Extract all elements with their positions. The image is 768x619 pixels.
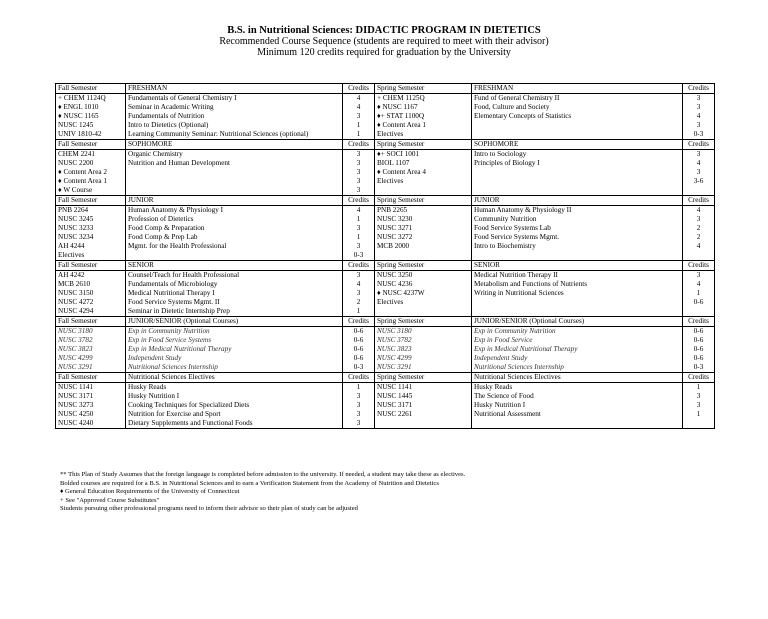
left-year-title: SOPHOMORE <box>126 140 343 150</box>
course-credits: 3 <box>356 224 361 232</box>
right-semester-label: Spring Semester <box>375 196 472 206</box>
course-credits: 3 <box>696 392 701 400</box>
course-code: ♦ Content Area 4 <box>377 168 426 176</box>
course-code: NUSC 3271 <box>377 224 413 232</box>
course-name <box>128 186 340 195</box>
course-name: Principles of Biology I <box>474 159 540 167</box>
right-course-name-cell <box>472 383 683 429</box>
course-credits: 1 <box>356 121 361 129</box>
course-code: NUSC 4236 <box>377 280 413 288</box>
right-year-title: SENIOR <box>472 261 683 271</box>
left-course-credits-cell <box>343 271 375 317</box>
course-credits: 4 <box>696 206 701 214</box>
course-credits: 3 <box>356 271 361 279</box>
right-credits-label: Credits <box>683 373 715 383</box>
course-plan-table <box>55 83 715 429</box>
course-credits: 3 <box>356 401 361 409</box>
left-course-name-cell <box>126 383 343 429</box>
left-semester-label: Fall Semester <box>56 261 126 271</box>
course-name <box>474 177 680 186</box>
course-name: Fundamentals of Microbiology <box>128 280 218 288</box>
right-course-name-cell <box>472 150 683 196</box>
course-code: NUSC 4294 <box>58 307 94 315</box>
course-code: NUSC 3230 <box>377 215 413 223</box>
course-code: NUSC 1141 <box>58 383 94 391</box>
course-code: ♦ Content Area 1 <box>58 177 107 185</box>
course-code: NUSC 1141 <box>377 383 413 391</box>
left-credits-label: Credits <box>343 196 375 206</box>
course-credits: 0-6 <box>693 327 704 335</box>
section-header-row <box>56 373 715 383</box>
course-code: NUSC 3291 <box>58 363 93 371</box>
course-code: ♦ ENGL 1010 <box>58 103 99 111</box>
course-code: NUSC 4272 <box>58 298 94 306</box>
course-code: PNB 2265 <box>377 206 408 214</box>
course-name <box>128 251 340 260</box>
course-credits: 1 <box>356 383 361 391</box>
course-code: NUSC 3272 <box>377 233 413 241</box>
course-name: Nutritional Sciences Internship <box>128 363 218 371</box>
left-credits-label: Credits <box>343 140 375 150</box>
course-credits: 1 <box>696 410 701 418</box>
course-name: Food Service Systems Lab <box>474 224 551 232</box>
course-credits: 4 <box>356 206 361 214</box>
section-body-row <box>56 327 715 373</box>
course-credits: 3 <box>356 419 361 427</box>
course-credits: 1 <box>356 233 361 241</box>
section-header-row <box>56 140 715 150</box>
course-name: Food Service Systems Mgmt. <box>474 233 560 241</box>
course-name <box>474 168 680 177</box>
course-credits: 1 <box>356 307 361 315</box>
course-name: Exp in Community Nutrition <box>128 327 210 335</box>
course-name: Food Service Systems Mgmt. II <box>128 298 220 306</box>
course-name: Nutrition and Human Development <box>128 159 231 167</box>
right-year-title: FRESHMAN <box>472 84 683 94</box>
course-name: Fund of General Chemistry II <box>474 94 560 102</box>
left-semester-label: Fall Semester <box>56 84 126 94</box>
course-name: Nutritional Assessment <box>474 410 541 418</box>
left-year-title: SENIOR <box>126 261 343 271</box>
course-name: Exp in Medical Nutritional Therapy <box>128 345 232 353</box>
right-course-code-cell <box>375 94 472 140</box>
course-credits: 1 <box>356 215 361 223</box>
course-credits: 3 <box>356 168 361 176</box>
course-code: Electives <box>377 177 404 185</box>
course-credits: 3 <box>356 289 361 297</box>
course-code: NUSC 3273 <box>58 401 94 409</box>
course-credits: 2 <box>696 224 701 232</box>
course-name: Husky Reads <box>128 383 167 391</box>
course-credits: 3 <box>696 168 701 176</box>
course-credits: 4 <box>356 94 361 102</box>
left-course-code-cell <box>56 383 126 429</box>
course-name: Exp in Food Service Systems <box>128 336 212 344</box>
section-body-row <box>56 206 715 261</box>
course-name: Exp in Medical Nutritional Therapy <box>474 345 578 353</box>
left-credits-label: Credits <box>343 84 375 94</box>
course-credits: 1 <box>696 289 701 297</box>
right-course-code-cell <box>375 150 472 196</box>
course-credits: 4 <box>356 103 361 111</box>
left-course-code-cell <box>56 94 126 140</box>
course-code: NUSC 3171 <box>377 401 413 409</box>
course-name: Independent Study <box>128 354 182 362</box>
course-credits: 0-3 <box>693 130 704 138</box>
left-course-credits-cell <box>343 327 375 373</box>
left-course-credits-cell <box>343 383 375 429</box>
course-code: MCB 2610 <box>58 280 91 288</box>
left-semester-label: Fall Semester <box>56 373 126 383</box>
right-course-code-cell <box>375 271 472 317</box>
course-name: Husky Nutrition I <box>128 392 180 400</box>
course-code: NUSC 3782 <box>58 336 93 344</box>
course-credits: 2 <box>356 298 361 306</box>
course-credits: 3 <box>696 94 701 102</box>
course-credits: 1 <box>356 130 361 138</box>
left-course-code-cell <box>56 150 126 196</box>
right-course-name-cell <box>472 271 683 317</box>
section-body-row <box>56 383 715 429</box>
left-course-name-cell <box>126 150 343 196</box>
course-credits: 0-3 <box>353 363 364 371</box>
course-name: Intro to Biochemistry <box>474 242 536 250</box>
course-code: ♦ NUSC 4237W <box>377 289 425 297</box>
course-code: NUSC 3150 <box>58 289 94 297</box>
course-code: ♦ NUSC 1167 <box>377 103 418 111</box>
section-header-row <box>56 196 715 206</box>
left-year-title: JUNIOR <box>126 196 343 206</box>
course-name: Community Nutrition <box>474 215 537 223</box>
course-name: Writing in Nutritional Sciences <box>474 289 564 297</box>
section-header-row <box>56 261 715 271</box>
course-name: Fundamentals of General Chemistry I <box>128 94 237 102</box>
course-name <box>128 168 340 177</box>
left-credits-label: Credits <box>343 317 375 327</box>
course-code: NUSC 1445 <box>377 392 413 400</box>
course-credits: 4 <box>356 280 361 288</box>
right-semester-label: Spring Semester <box>375 84 472 94</box>
course-code: NUSC 2200 <box>58 159 94 167</box>
course-name: Intro to Sociology <box>474 150 527 158</box>
course-code: NUSC 2261 <box>377 410 413 418</box>
course-code: NUSC 3291 <box>377 363 412 371</box>
course-name <box>474 121 680 130</box>
course-code: NUSC 4250 <box>58 410 94 418</box>
course-credits: 0-6 <box>353 336 364 344</box>
course-credits: 3 <box>356 150 361 158</box>
left-year-title: Nutritional Sciences Electives <box>126 373 343 383</box>
course-code: NUSC 3823 <box>377 345 412 353</box>
section-header-row <box>56 84 715 94</box>
right-course-credits-cell <box>683 271 715 317</box>
course-code: NUSC 3171 <box>58 392 94 400</box>
right-semester-label: Spring Semester <box>375 317 472 327</box>
course-code: ♦ NUSC 1165 <box>58 112 99 120</box>
course-credits: 0-6 <box>353 354 364 362</box>
footnote: ** This Plan of Study Assumes that the foreign language is completed before admission to the university. If needed, a student may take these as electives. <box>60 471 466 478</box>
course-code: NUSC 3250 <box>377 271 413 279</box>
right-course-credits-cell <box>683 327 715 373</box>
course-name: Husky Nutrition I <box>474 401 526 409</box>
course-code: ♦ W Course <box>58 186 93 194</box>
course-name: Human Anatomy & Physiology I <box>128 206 224 214</box>
course-credits: 0-6 <box>693 298 704 306</box>
page-minimum-credits: Minimum 120 credits required for graduation by the University <box>257 47 511 58</box>
course-credits: 2 <box>696 233 701 241</box>
left-course-name-cell <box>126 327 343 373</box>
left-semester-label: Fall Semester <box>56 140 126 150</box>
course-code: NUSC 4299 <box>377 354 412 362</box>
course-code: NUSC 3245 <box>58 215 94 223</box>
course-code: Electives <box>377 298 404 306</box>
right-credits-label: Credits <box>683 317 715 327</box>
right-semester-label: Spring Semester <box>375 261 472 271</box>
course-name: Seminar in Dietetic Internship Prep <box>128 307 230 315</box>
course-credits: 3 <box>696 121 701 129</box>
course-credits: 3 <box>696 150 701 158</box>
section-body-row <box>56 150 715 196</box>
course-credits: 3 <box>356 410 361 418</box>
course-name: The Science of Food <box>474 392 534 400</box>
course-name: Profession of Dietetics <box>128 215 194 223</box>
left-credits-label: Credits <box>343 373 375 383</box>
course-code: PNB 2264 <box>58 206 89 214</box>
course-credits: 3 <box>356 112 361 120</box>
right-credits-label: Credits <box>683 261 715 271</box>
course-credits: 3 <box>356 392 361 400</box>
course-code: + CHEM 1125Q <box>377 94 425 102</box>
course-name: Counsel/Teach for Health Professional <box>128 271 240 279</box>
left-course-name-cell <box>126 94 343 140</box>
course-credits: 3 <box>356 186 361 194</box>
course-credits: 3-6 <box>693 177 704 185</box>
course-name <box>474 130 680 139</box>
course-name: Husky Reads <box>474 383 513 391</box>
course-code: NUSC 3234 <box>58 233 94 241</box>
left-course-name-cell <box>126 271 343 317</box>
right-course-code-cell <box>375 206 472 261</box>
course-credits: 3 <box>356 177 361 185</box>
right-year-title: JUNIOR <box>472 196 683 206</box>
left-course-code-cell <box>56 271 126 317</box>
course-code: NUSC 4240 <box>58 419 94 427</box>
course-name: Food Comp & Preparation <box>128 224 205 232</box>
course-credits: 0-6 <box>693 354 704 362</box>
course-code: MCB 2000 <box>377 242 410 250</box>
right-course-code-cell <box>375 383 472 429</box>
course-name: Medical Nutrition Therapy II <box>474 271 558 279</box>
course-code: ♦+ SOCI 1001 <box>377 150 420 158</box>
course-name: Food Comp & Prep Lab <box>128 233 198 241</box>
course-credits: 3 <box>356 242 361 250</box>
right-course-credits-cell <box>683 94 715 140</box>
course-name: Seminar in Academic Writing <box>128 103 214 111</box>
course-name: Learning Community Seminar: Nutritional Sciences (optional) <box>128 130 309 138</box>
course-name <box>474 298 680 307</box>
right-course-credits-cell <box>683 150 715 196</box>
page-title: B.S. in Nutritional Sciences: DIDACTIC PROGRAM IN DIETETICS <box>227 25 541 36</box>
left-semester-label: Fall Semester <box>56 196 126 206</box>
course-code: NUSC 3180 <box>58 327 93 335</box>
right-year-title: JUNIOR/SENIOR (Optional Courses) <box>472 317 683 327</box>
course-code: CHEM 2241 <box>58 150 95 158</box>
course-credits: 0-6 <box>353 327 364 335</box>
course-code: AH 4244 <box>58 242 85 250</box>
section-body-row <box>56 94 715 140</box>
course-credits: 4 <box>696 242 701 250</box>
course-credits: 4 <box>696 280 701 288</box>
course-code: Electives <box>377 130 404 138</box>
left-course-code-cell <box>56 327 126 373</box>
course-credits: 0-3 <box>693 363 704 371</box>
course-name: Mgmt. for the Health Professional <box>128 242 227 250</box>
course-credits: 1 <box>696 383 701 391</box>
right-year-title: SOPHOMORE <box>472 140 683 150</box>
course-credits: 3 <box>696 103 701 111</box>
course-code: + CHEM 1124Q <box>58 94 106 102</box>
course-name: Dietary Supplements and Functional Foods <box>128 419 253 427</box>
course-code: UNIV 1810-42 <box>58 130 102 138</box>
right-course-credits-cell <box>683 383 715 429</box>
footnote: + See "Approved Course Substitutes" <box>60 496 160 504</box>
course-name: Elementary Concepts of Statistics <box>474 112 572 120</box>
course-credits: 4 <box>696 112 701 120</box>
course-code: NUSC 4299 <box>58 354 93 362</box>
course-code: NUSC 3823 <box>58 345 93 353</box>
left-year-title: JUNIOR/SENIOR (Optional Courses) <box>126 317 343 327</box>
course-code: Electives <box>58 251 85 259</box>
course-credits: 3 <box>696 271 701 279</box>
left-course-code-cell <box>56 206 126 261</box>
course-code: ♦ Content Area 1 <box>377 121 426 129</box>
course-credits: 3 <box>696 215 701 223</box>
footnote: Bolded courses are required for a B.S. in Nutritional Sciences and to earn a Verification Statement from the Academy of Nutrition and Dietetics <box>60 479 439 487</box>
right-credits-label: Credits <box>683 196 715 206</box>
section-body-row <box>56 271 715 317</box>
left-credits-label: Credits <box>343 261 375 271</box>
course-code: NUSC 3180 <box>377 327 412 335</box>
right-course-name-cell <box>472 327 683 373</box>
right-credits-label: Credits <box>683 140 715 150</box>
course-credits: 3 <box>696 401 701 409</box>
course-code: NUSC 3233 <box>58 224 94 232</box>
course-name: Cooking Techniques for Specialized Diets <box>128 401 250 409</box>
course-name: Exp in Community Nutrition <box>474 327 556 335</box>
course-code: AH 4242 <box>58 271 85 279</box>
course-credits: 4 <box>696 159 701 167</box>
right-course-name-cell <box>472 206 683 261</box>
course-name: Independent Study <box>474 354 528 362</box>
course-name: Human Anatomy & Physiology II <box>474 206 572 214</box>
course-credits: 0-3 <box>353 251 364 259</box>
course-credits: 0-6 <box>353 345 364 353</box>
course-name: Food, Culture and Society <box>474 103 550 111</box>
course-credits: 0-6 <box>693 336 704 344</box>
right-course-code-cell <box>375 327 472 373</box>
course-code: BIOL 1107 <box>377 159 410 167</box>
right-course-name-cell <box>472 94 683 140</box>
left-year-title: FRESHMAN <box>126 84 343 94</box>
left-course-credits-cell <box>343 150 375 196</box>
course-credits: 3 <box>356 159 361 167</box>
right-semester-label: Spring Semester <box>375 140 472 150</box>
course-name: Organic Chemistry <box>128 150 183 158</box>
left-course-credits-cell <box>343 94 375 140</box>
left-course-name-cell <box>126 206 343 261</box>
footnotes <box>60 471 465 514</box>
course-code: ♦+ STAT 1100Q <box>377 112 425 120</box>
footnote: ♦ General Education Requirements of the University of Connecticut <box>60 488 240 496</box>
document-header <box>0 25 768 58</box>
course-name: Nutrition for Exercise and Sport <box>128 410 221 418</box>
course-name: Exp in Food Service <box>474 336 533 344</box>
course-name: Medical Nutritional Therapy I <box>128 289 215 297</box>
course-name <box>128 177 340 186</box>
course-name: Nutritional Sciences Internship <box>474 363 564 371</box>
left-semester-label: Fall Semester <box>56 317 126 327</box>
page-subtitle: Recommended Course Sequence (students are required to meet with their advisor) <box>219 36 549 47</box>
right-semester-label: Spring Semester <box>375 373 472 383</box>
section-header-row <box>56 317 715 327</box>
right-course-credits-cell <box>683 206 715 261</box>
course-code: ♦ Content Area 2 <box>58 168 107 176</box>
course-name: Intro to Dietetics (Optional) <box>128 121 209 129</box>
left-course-credits-cell <box>343 206 375 261</box>
footnote: Students pursuing other professional programs need to inform their advisor so their plan of study can be adjusted <box>60 505 358 513</box>
right-year-title: Nutritional Sciences Electives <box>472 373 683 383</box>
course-name: Metabolism and Functions of Nutrients <box>474 280 587 288</box>
course-name: Fundamentals of Nutrition <box>128 112 205 120</box>
course-code: NUSC 3782 <box>377 336 412 344</box>
course-credits: 0-6 <box>693 345 704 353</box>
right-credits-label: Credits <box>683 84 715 94</box>
course-code: NUSC 1245 <box>58 121 94 129</box>
